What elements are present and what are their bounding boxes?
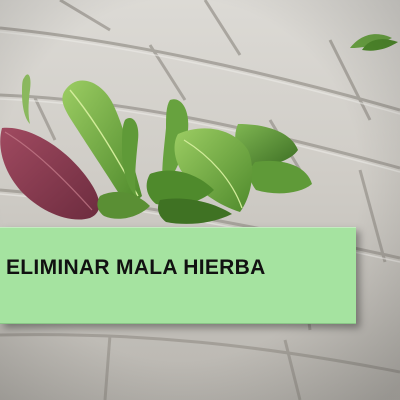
title-banner <box>0 227 356 324</box>
banner-title: ELIMINAR MALA HIERBA <box>6 256 266 279</box>
